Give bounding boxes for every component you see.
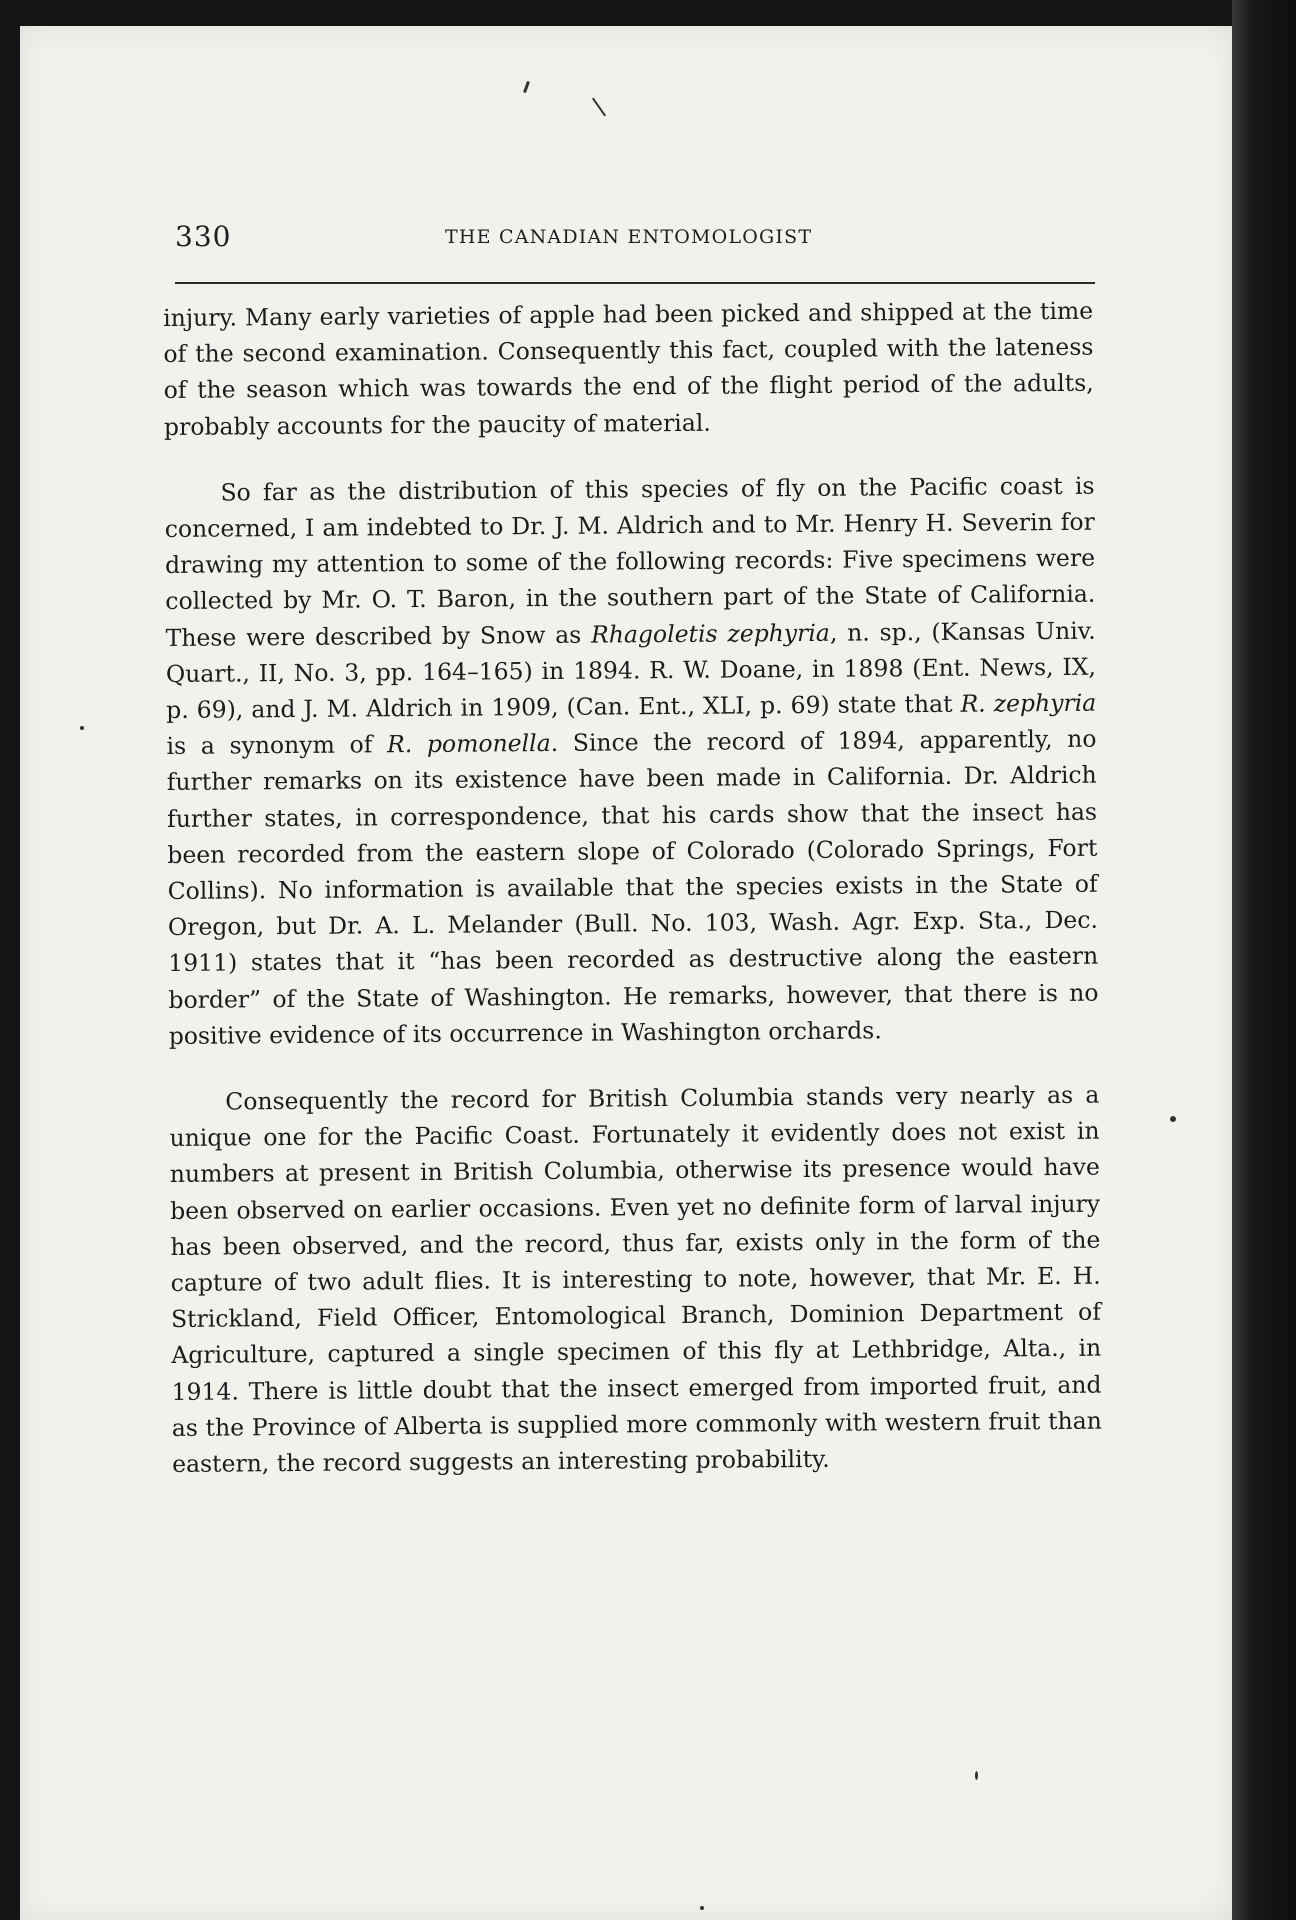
- text-run: So far as the distribution of this species of fly on the Pacific coast is concerned, I am indebted to Dr. J. M. Aldrich and to Mr. Henry H. Severin for drawing my attention to some of the following records: Five specimens were collected by Mr. O. T. Baron, in the southern part of the State of California. These were described by Snow as: [164, 471, 1096, 652]
- ink-speck: [80, 726, 84, 730]
- text-run: , n. sp., (Kansas Univ. Quart., II, No. 3, pp. 164–165) in 1894. R. W. Doane, in 1898 (Ent. News, IX, p. 69), and J. M. Aldrich in 1909, (Can. Ent., XLI, p. 69) state that: [165, 616, 1097, 725]
- page-number: 330: [175, 220, 232, 253]
- book-binding-gutter: [1232, 0, 1296, 1920]
- text-run: . Since the record of 1894, apparently, no further remarks on its existence have been made in California. Dr. Aldrich further states, in correspondence, that his cards show that the insect has been recorded from the eastern slope of Colorado (Colorado Springs, Fort Collins). No information is available that the species exists in the State of Oregon, but Dr. A. L. Melander (Bull. No. 103, Wash. Agr. Exp. Sta., Dec. 1911) states that it “has been recorded as destructive along the eastern border” of the State of Washington. He remarks, however, that there is no positive evidence of its occurrence in Washington orchards.: [166, 724, 1099, 1050]
- species-name-italic: R. zephyria: [960, 688, 1097, 718]
- text-run: is a synonym of: [166, 730, 388, 761]
- text-run: injury. Many early varieties of apple had been picked and shipped at the time of the second examination. Consequently this fact, coupled with the lateness of the season which was towards the end of the flight period of the adults, probably accounts for the paucity of material.: [163, 296, 1094, 441]
- article-body: [163, 293, 1102, 1483]
- ink-speck: [523, 81, 530, 93]
- text-run: Consequently the record for British Columbia stands very nearly as a unique one for the Pacific Coast. Fortunately it evidently does not exist in numbers at present in British Columbia, otherwise its presence would have been observed on earlier occasions. Even yet no definite form of larval injury has been observed, and the record, thus far, exists only in the form of the capture of two adult flies. It is interesting to note, however, that Mr. E. H. Strickland, Field Officer, Entomological Branch, Dominion Department of Agriculture, captured a single specimen of this fly at Lethbridge, Alta., in 1914. There is little doubt that the insect emerged from imported fruit, and as the Province of Alberta is supplied more commonly with western fruit than eastern, the record suggests an interesting probability.: [169, 1080, 1102, 1479]
- paragraph-3: [169, 1077, 1102, 1483]
- paragraph-2: [164, 468, 1099, 1055]
- journal-title: THE CANADIAN ENTOMOLOGIST: [445, 226, 813, 248]
- species-name-italic: Rhagoletis zephyria: [590, 618, 830, 649]
- header-rule: [175, 282, 1095, 284]
- ink-speck: [975, 1771, 978, 1780]
- running-header: [175, 220, 1095, 260]
- species-name-italic: R. pomonella: [386, 729, 551, 759]
- ink-speck: [700, 1906, 704, 1910]
- ink-speck: [1170, 1116, 1176, 1122]
- ink-speck: [592, 97, 606, 116]
- paragraph-1: [163, 293, 1094, 445]
